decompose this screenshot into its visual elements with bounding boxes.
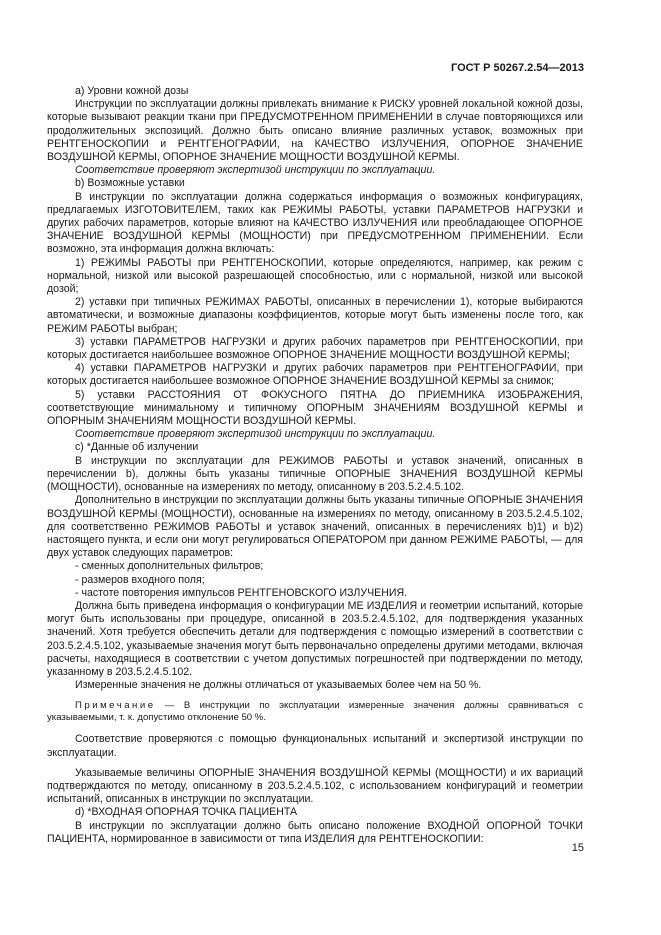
item-b-heading: b) Возможные уставки [75, 177, 185, 190]
bullet-item: - сменных дополнительных фильтров; [75, 560, 264, 573]
list-item: 3) уставки ПАРАМЕТРОВ НАГРУЗКИ и других рабочих параметров при РЕНТГЕНОСКОПИИ, при которых достигается наибольшее возможное ОПОРНОЕ ЗНАЧЕНИЕ МОЩНОСТИ ВОЗДУШНОЙ КЕРМЫ; [47, 335, 583, 362]
list-item: 1) РЕЖИМЫ РАБОТЫ при РЕНТГЕНОСКОПИИ, которые определяются, например, как режим с нормальной, низкой или высокой разрешающей способностью, или с нормальной, низкой или высокой дозой; [47, 256, 583, 296]
paragraph: Соответствие проверяются с помощью функциональных испытаний и экспертизой инструкции по эксплуатации. [47, 733, 583, 759]
paragraph: В инструкции по эксплуатации должно быть описано положение ВХОДНОЙ ОПОРНОЙ ТОЧКИ ПАЦИЕНТА, нормированное в зависимости от типа ИЗДЕЛИЯ для РЕНТГЕНОСКОПИИ: [47, 819, 583, 845]
standard-number: ГОСТ Р 50267.2.54—2013 [450, 62, 584, 74]
list-item: 2) уставки при типичных РЕЖИМАХ РАБОТЫ, описанных в перечислении 1), которые выбираются автоматически, и возможные диапазоны коэффициентов, которые могут быть изменены после того, как РЕЖИМ РАБОТЫ выбран; [47, 296, 583, 335]
item-d-heading: d) *ВХОДНАЯ ОПОРНАЯ ТОЧКА ПАЦИЕНТА [75, 806, 298, 819]
paragraph: Инструкции по эксплуатации должны привлекать внимание к РИСКУ уровней локальной кожной дозы, которые вызывают реакции ткани при ПРЕДУСМОТРЕННОМ ПРИМЕНЕНИИ в случае повторяющихся или продолжительных экспозиций. Должно быть описано влияние различных уставок, возможных при РЕНТГЕНОСКОПИИ и РЕНТГЕНОГРАФИИ, на КАЧЕСТВО ИЗЛУЧЕНИЯ, ОПОРНОЕ ЗНАЧЕНИЕ ВОЗДУШНОЙ КЕРМЫ, ОПОРНОЕ ЗНАЧЕНИЕ МОЩНОСТИ ВОЗДУШНОЙ КЕРМЫ. [47, 98, 583, 164]
paragraph: Должна быть приведена информация о конфигурации МЕ ИЗДЕЛИЯ и геометрии испытаний, которые могут быть использованы при процедуре, описанной в 203.5.2.4.5.102, для подтверждения указанных значений. Хотя требуется обеспечить детали для подтверждения с помощью измерений в соответствии с 203.5.2.4.5.102, указываемые значения могут быть первоначально определены другими методами, включая расчеты, находящиеся в соответствии с учетом допустимых погрешностей при подтверждении по методу, указанному в 203.5.2.4.5.102. [47, 599, 583, 678]
item-c-heading: c) *Данные об излучении [75, 441, 199, 454]
document-body [47, 85, 583, 846]
page-number: 15 [571, 842, 584, 854]
note-text: — В инструкции по эксплуатации измеренные значения должны сравниваться с указываемыми, т. к. допустимо отклонение 50 %. [47, 700, 583, 724]
note [47, 700, 583, 724]
compliance-note: Соответствие проверяют экспертизой инструкции по эксплуатации. [75, 428, 436, 441]
paragraph: В инструкции по эксплуатации должна содержаться информация о возможных конфигурациях, предлагаемых ИЗГОТОВИТЕЛЕМ, таких как РЕЖИМЫ РАБОТЫ, уставки ПАРАМЕТРОВ НАГРУЗКИ и других рабочих параметров, которые влияют на КАЧЕСТВО ИЗЛУЧЕНИЯ или преобладающее ОПОРНОЕ ЗНАЧЕНИЕ ВОЗДУШНОЙ КЕРМЫ (МОЩНОСТИ) при ПРЕДУСМОТРЕННОМ ПРИМЕНЕНИИ. Если возможно, эта информация должна включать: [47, 190, 583, 256]
paragraph: Указываемые величины ОПОРНЫЕ ЗНАЧЕНИЯ ВОЗДУШНОЙ КЕРМЫ (МОЩНОСТИ) и их вариаций подтверждаются по методу, описанному в 203.5.2.4.5.102, с использованием конфигураций и геометрии испытаний, описанных в инструкции по эксплуатации. [47, 766, 583, 806]
item-a-heading: a) Уровни кожной дозы [75, 85, 189, 97]
paragraph: Измеренные значения не должны отличаться от указываемых более чем на 50 %. [75, 679, 482, 692]
paragraph: Дополнительно в инструкции по эксплуатации должны быть указаны типичные ОПОРНЫЕ ЗНАЧЕНИЯ ВОЗДУШНОЙ КЕРМЫ (МОЩНОСТИ), основанные на измерениях по методу, описанному в 203.5.2.4.5.102, для соответственно РЕЖИМОВ РАБОТЫ и уставок значений, описанных в перечислениях b)1) и b)2) настоящего пункта, и если они могут регулироваться ОПЕРАТОРОМ при данном РЕЖИМЕ РАБОТЫ, — для двух уставок следующих параметров: [47, 494, 583, 560]
paragraph: В инструкции по эксплуатации для РЕЖИМОВ РАБОТЫ и уставок значений, описанных в перечислении b), должны быть указаны типичные ОПОРНЫЕ ЗНАЧЕНИЯ ВОЗДУШНОЙ КЕРМЫ (МОЩНОСТИ), основанные на измерениях по методу, описанному в 203.5.2.4.5.102. [47, 454, 583, 494]
bullet-item: - размеров входного поля; [75, 573, 205, 586]
note-label: Примечание [75, 700, 156, 712]
list-item: 5) уставки РАССТОЯНИЯ ОТ ФОКУСНОГО ПЯТНА ДО ПРИЕМНИКА ИЗОБРАЖЕНИЯ, соответствующие минимальному и типичному ОПОРНЫМ ЗНАЧЕНИЯМ ВОЗДУШНОЙ КЕРМЫ и ОПОРНЫМ ЗНАЧЕНИЯМ МОЩНОСТИ ВОЗДУШНОЙ КЕРМЫ. [47, 388, 583, 428]
compliance-note: Соответствие проверяют экспертизой инструкции по эксплуатации. [75, 164, 436, 177]
list-item: 4) уставки ПАРАМЕТРОВ НАГРУЗКИ и других рабочих параметров при РЕНТГЕНОГРАФИИ, при которых достигается наибольшее возможное ОПОРНОЕ ЗНАЧЕНИЕ ВОЗДУШНОЙ КЕРМЫ за снимок; [47, 362, 583, 388]
bullet-item: - частоте повторения импульсов РЕНТГЕНОВСКОГО ИЗЛУЧЕНИЯ. [75, 586, 408, 599]
